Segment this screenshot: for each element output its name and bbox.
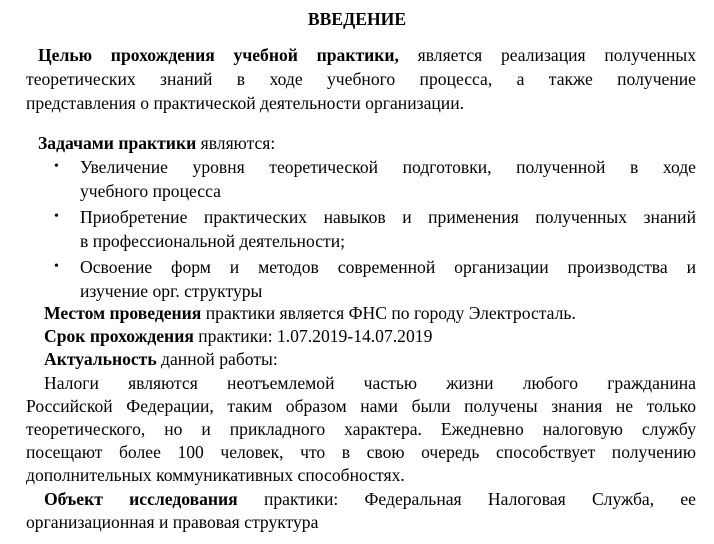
tasks-heading-text: являются: [200, 133, 276, 153]
goal-line-1-text: является реализация полученных [417, 45, 696, 65]
object-line-2: организационная и правовая структура [26, 512, 319, 532]
relevance-bold-term: Актуальность [44, 349, 157, 369]
task-item-1-line-1: Увеличение уровня теоретической подготовки, полученной в ходе [80, 157, 696, 177]
task-item-2-line-2: в профессиональной деятельности; [80, 231, 346, 251]
bullet-icon: • [54, 209, 59, 224]
relevance-line-5: дополнительных коммуникативных способностях. [26, 465, 405, 485]
period-text: практики: 1.07.2019-14.07.2019 [198, 326, 433, 346]
object-line-1 [44, 488, 696, 510]
page-title: ВВЕДЕНИЕ [307, 9, 407, 29]
relevance-heading [44, 348, 278, 370]
place-bold-term: Местом проведения [44, 303, 202, 323]
goal-line-3: представления о практической деятельности организации. [26, 93, 465, 113]
task-item-1-line-2: учебного процесса [80, 181, 221, 201]
period-line [44, 325, 432, 347]
tasks-bold-term: Задачами практики [38, 133, 197, 153]
object-line-1-text: практики: Федеральная Налоговая Служба, ее [263, 489, 696, 509]
relevance-heading-text: данной работы: [161, 349, 278, 369]
relevance-line-2: Российской Федерации, таким образом нами были получены знания не только [26, 396, 696, 416]
relevance-line-3: теоретического, но и прикладного характера. Ежедневно налоговую службу [26, 419, 696, 439]
tasks-heading [38, 132, 275, 154]
goal-line-1 [38, 44, 696, 66]
relevance-line-4: посещают более 100 человек, что в свою очередь способствует получению [26, 442, 696, 462]
place-text: практики является ФНС по городу Электросталь. [205, 303, 576, 323]
bullet-icon: • [54, 159, 59, 174]
task-item-2-line-1: Приобретение практических навыков и применения полученных знаний [80, 207, 696, 227]
goal-line-2: теоретических знаний в ходе учебного процесса, а также получение [26, 69, 696, 89]
task-item-3-line-1: Освоение форм и методов современной организации производства и [80, 257, 696, 277]
task-item-3-line-2: изучение орг. структуры [80, 281, 263, 301]
object-bold-term: Объект исследования [44, 489, 238, 509]
period-bold-term: Срок прохождения [44, 326, 194, 346]
place-line [44, 302, 576, 324]
relevance-line-1: Налоги являются неотъемлемой частью жизни любого гражданина [44, 373, 696, 393]
bullet-icon: • [54, 259, 59, 274]
goal-bold-term: Целью прохождения учебной практики, [38, 45, 399, 65]
